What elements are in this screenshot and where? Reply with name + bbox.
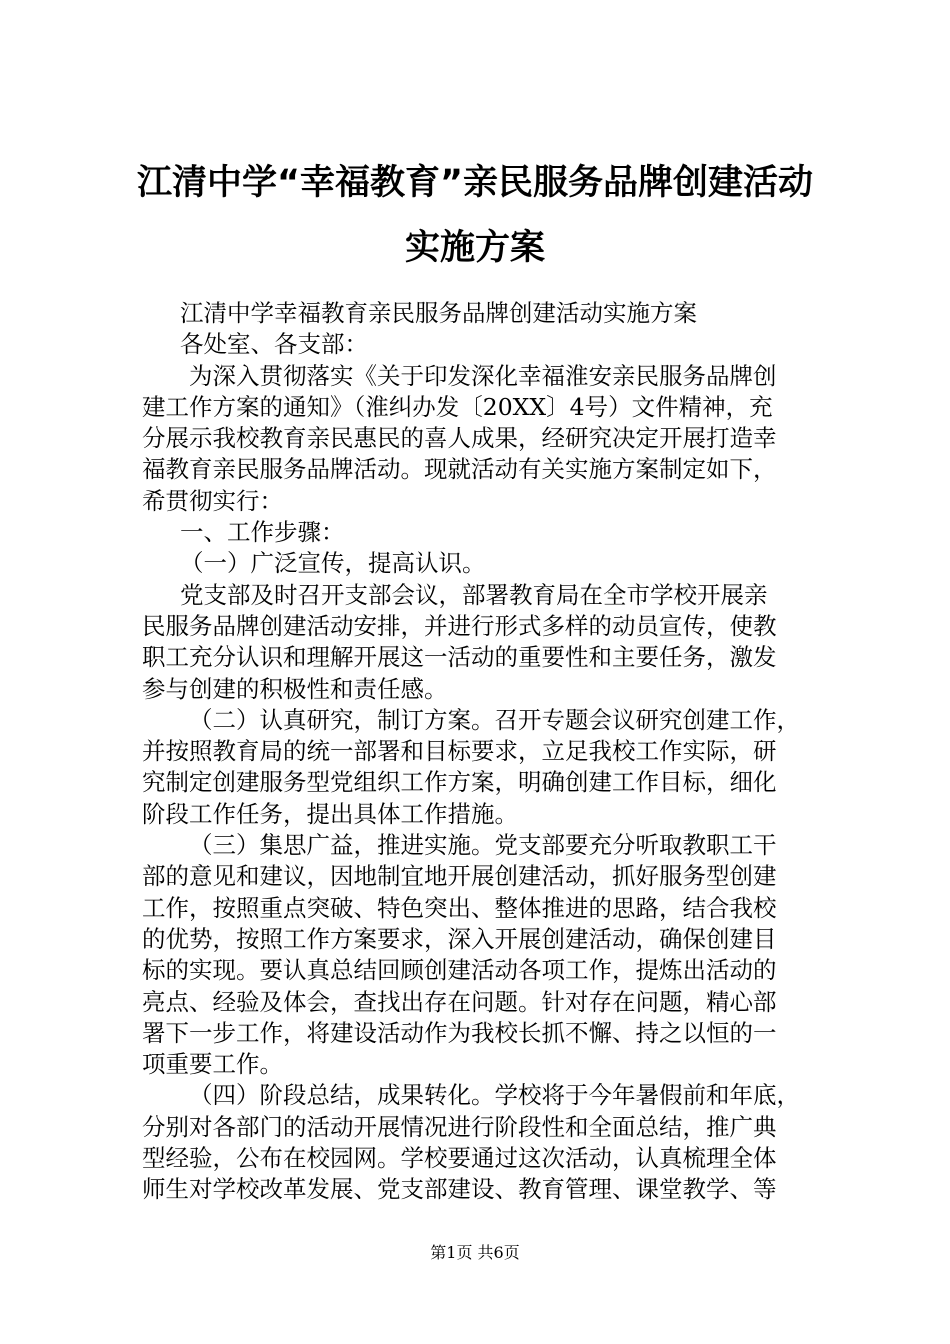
paragraph-line: 阶段工作任务，提出具体工作措施。 [142,799,518,828]
paragraph-line: 党支部及时召开支部会议，部署教育局在全市学校开展亲 [180,580,768,609]
salutation: 各处室、各支部： [180,330,368,359]
paragraph-line: 建工作方案的通知》（淮纠办发〔20XX〕4号）文件精神，充 [142,392,773,421]
paragraph-line: 师生对学校改革发展、党支部建设、教育管理、课堂教学、等 [142,1175,777,1204]
paragraph-line: （二）认真研究，制订方案。召开专题会议研究创建工作， [189,705,800,734]
document-body [142,298,832,1206]
document-title-line-2: 实施方案 [404,228,545,268]
paragraph-line: 部的意见和建议，因地制宜地开展创建活动，抓好服务型创建 [142,862,777,891]
paragraph-line: 工作，按照重点突破、特色突出、整体推进的思路，结合我校 [142,893,777,922]
paragraph-line: 究制定创建服务型党组织工作方案，明确创建工作目标，细化 [142,768,777,797]
paragraph-line: 分别对各部门的活动开展情况进行阶段性和全面总结，推广典 [142,1112,777,1141]
paragraph-line: 希贯彻实行： [142,486,283,515]
paragraph-line: （四）阶段总结，成果转化。学校将于今年暑假前和年底， [189,1081,800,1110]
paragraph-line: 型经验，公布在校园网。学校要通过这次活动，认真梳理全体 [142,1144,777,1173]
paragraph-line: 并按照教育局的统一部署和目标要求，立足我校工作实际，研 [142,737,777,766]
document-subtitle: 江清中学幸福教育亲民服务品牌创建活动实施方案 [180,299,697,327]
paragraph-line: 职工充分认识和理解开展这一活动的重要性和主要任务，激发 [142,643,777,672]
paragraph-line: 署下一步工作，将建设活动作为我校长抓不懈、持之以恒的一 [142,1018,777,1047]
paragraph-line: 为深入贯彻落实《关于印发深化幸福淮安亲民服务品牌创 [189,361,777,390]
paragraph-line: （三）集思广益，推进实施。党支部要充分听取教职工干 [189,831,777,860]
paragraph-line: 福教育亲民服务品牌活动。现就活动有关实施方案制定如下， [142,455,777,484]
paragraph-line: 民服务品牌创建活动安排，并进行形式多样的动员宣传，使教 [142,611,777,640]
page-number-footer: 第1页 共6页 [430,1243,520,1262]
paragraph-line: 亮点、经验及体会，查找出存在问题。针对存在问题，精心部 [142,987,777,1016]
paragraph-line: 标的实现。要认真总结回顾创建活动各项工作，提炼出活动的 [142,956,777,985]
paragraph-line: 的优势，按照工作方案要求，深入开展创建活动，确保创建目 [142,924,777,953]
document-title-line-1: 江清中学“幸福教育”亲民服务品牌创建活动 [136,163,813,203]
paragraph-line: 参与创建的积极性和责任感。 [142,674,448,703]
subsection-heading: （一）广泛宣传，提高认识。 [180,549,486,578]
paragraph-line: 分展示我校教育亲民惠民的喜人成果，经研究决定开展打造幸 [142,424,777,453]
paragraph-line: 项重要工作。 [142,1050,283,1079]
section-heading: 一、工作步骤： [180,518,345,547]
